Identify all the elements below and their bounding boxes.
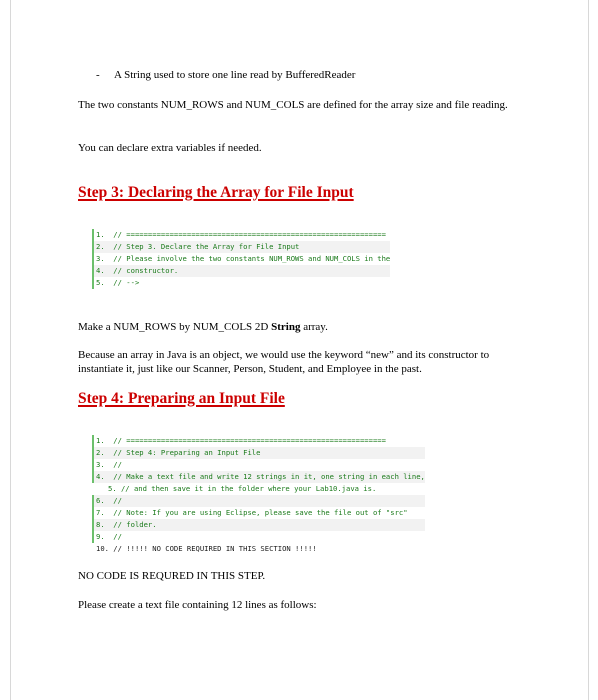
code-line: 6. // [92, 495, 425, 507]
paragraph-2d-array [78, 320, 528, 334]
code-line: 5. // --> [92, 277, 390, 289]
code-line: 9. // [92, 531, 425, 543]
p3-pre: Make a NUM_ROWS by NUM_COLS 2D [78, 321, 272, 333]
bullet-dash: - [96, 69, 100, 81]
bullet-text: A String used to store one line read by BufferedReader [114, 69, 356, 81]
code-line: 1. // ============================================================ [92, 229, 390, 241]
paragraph-create-file: Please create a text file containing 12 lines as follows: [78, 599, 317, 611]
code-line: 7. // Note: If you are using Eclipse, please save the file out of "src" [92, 507, 425, 519]
step3-heading: Step 3: Declaring the Array for File Input [78, 184, 354, 201]
step4-code-block [92, 435, 425, 555]
step4-heading: Step 4: Preparing an Input File [78, 390, 285, 407]
p3-post: array. [300, 321, 328, 333]
code-line: 4. // constructor. [92, 265, 390, 277]
code-line: 2. // Step 4: Preparing an Input File [92, 447, 425, 459]
code-line: 10. // !!!!! NO CODE REQUIRED IN THIS SECTION !!!!! [96, 544, 317, 553]
code-line: 5. // and then save it in the folder where your Lab10.java is. [108, 484, 377, 493]
code-line: 3. // [92, 459, 425, 471]
paragraph-extra-variables: You can declare extra variables if needed. [78, 142, 262, 154]
code-line: 1. // ============================================================ [92, 435, 425, 447]
paragraph-array-object: Because an array in Java is an object, we would use the keyword “new” and its constructor to instantiate it, just like our Scanner, Person, Student, and Employee in the past. [78, 349, 490, 375]
code-line: 4. // Make a text file and write 12 strings in it, one string in each line, [92, 471, 425, 483]
paragraph-no-code: NO CODE IS REQURED IN THIS STEP. [78, 570, 266, 582]
step3-code-block [92, 229, 390, 289]
paragraph-constants: The two constants NUM_ROWS and NUM_COLS are defined for the array size and file reading. [78, 99, 508, 111]
p3-bold: String [271, 321, 301, 333]
code-line: 3. // Please involve the two constants NUM_ROWS and NUM_COLS in the [92, 253, 390, 265]
code-line: 8. // folder. [92, 519, 425, 531]
code-line: 2. // Step 3. Declare the Array for File Input [92, 241, 390, 253]
